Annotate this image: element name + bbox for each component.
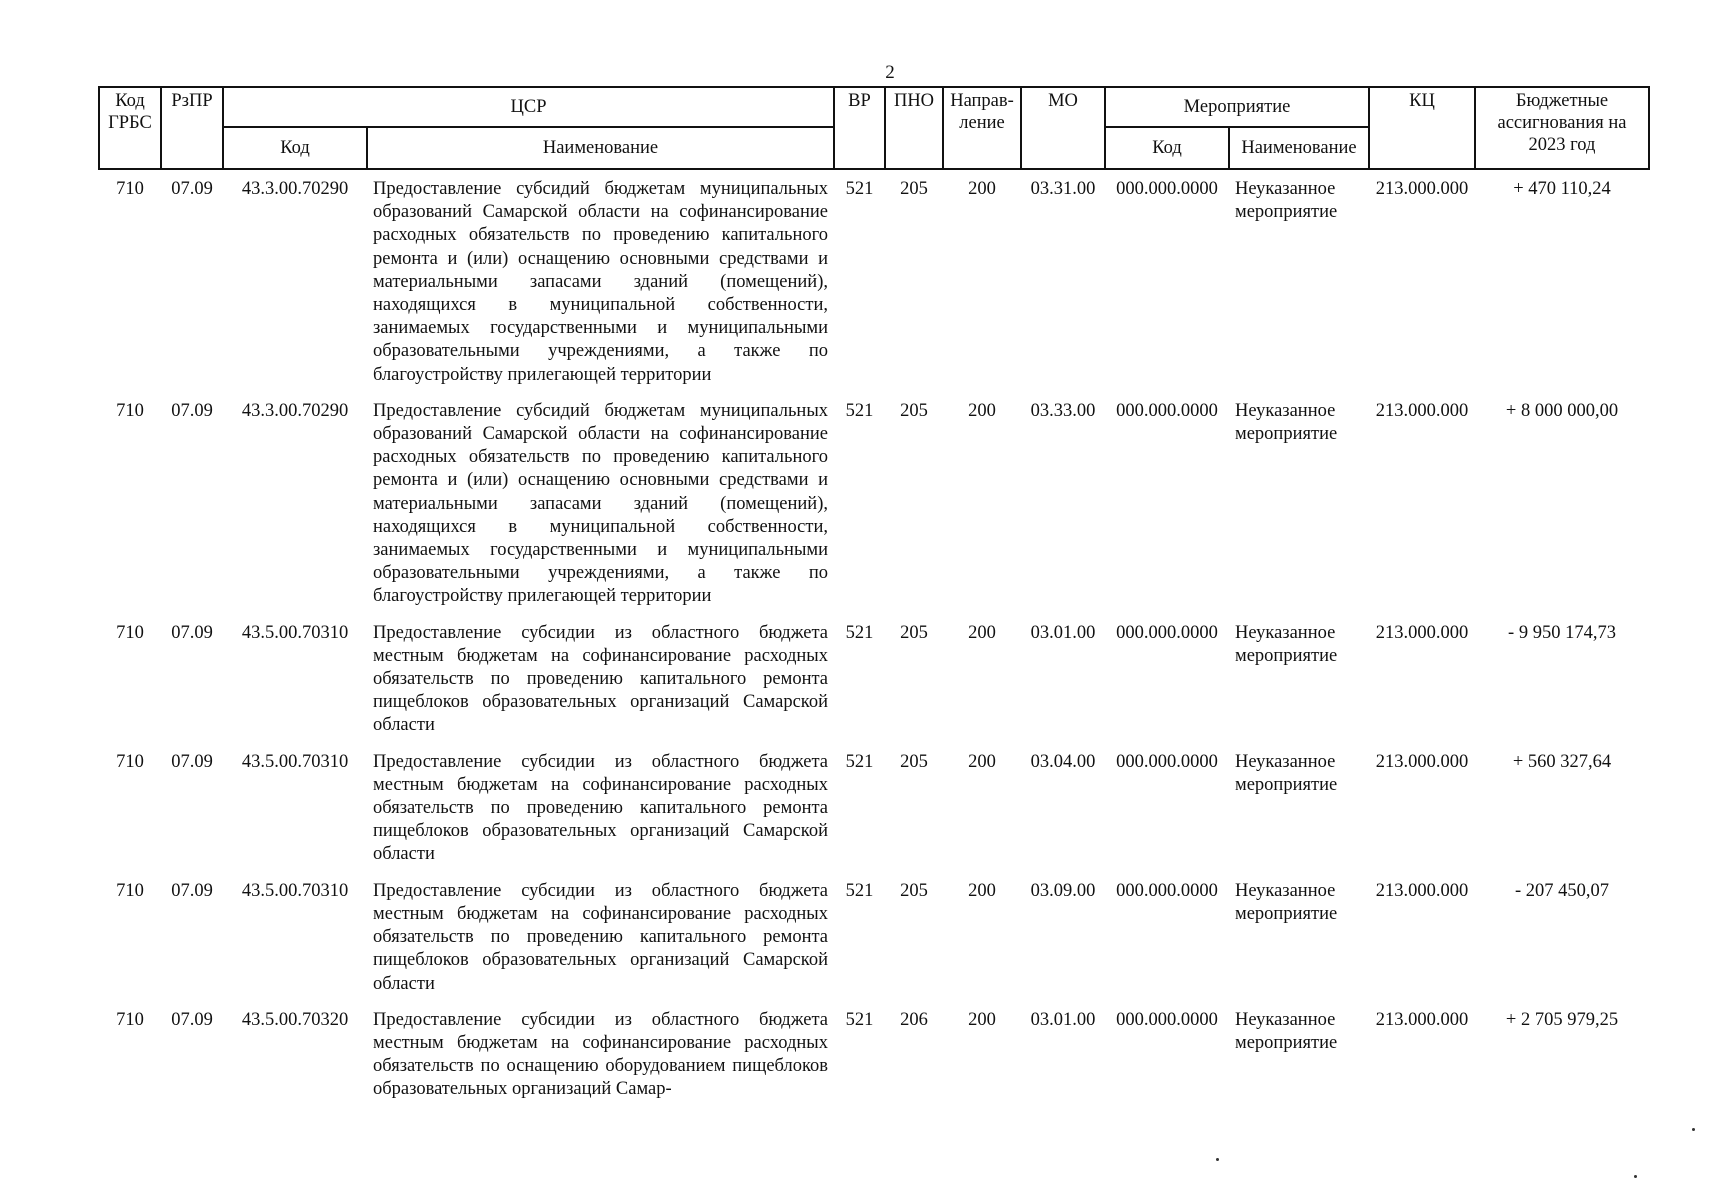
cell-grbs: 710 xyxy=(116,751,144,772)
cell-napr: 200 xyxy=(968,880,996,901)
header-mer-name: Наименование xyxy=(1229,127,1369,169)
cell-name: Предоставление субсидии из областного бюджета местным бюджетам на софинансирование расходных обязательств по проведению капитального ремонта пищеблоков образовательных организаций Самарской области xyxy=(373,622,828,736)
cell-rzpr: 07.09 xyxy=(171,622,213,643)
cell-pno: 205 xyxy=(900,179,928,199)
cell-csr: 43.3.00.70290 xyxy=(241,179,349,199)
cell-kc: 213.000.000 xyxy=(1375,880,1469,901)
cell-mer-kod: 000.000.0000 xyxy=(1116,179,1218,199)
cell-csr: 43.5.00.70310 xyxy=(241,751,349,772)
cell-mer-kod: 000.000.0000 xyxy=(1116,880,1218,901)
cell-mo: 03.04.00 xyxy=(1030,751,1096,772)
cell-grbs: 710 xyxy=(116,622,144,643)
cell-amount: + 8 000 000,00 xyxy=(1505,400,1619,421)
header-budget: Бюджетные ассигнования на 2023 год xyxy=(1475,87,1649,169)
cell-csr: 43.5.00.70310 xyxy=(241,622,349,643)
cell-napr: 200 xyxy=(968,400,996,421)
cell-mer-kod: 000.000.0000 xyxy=(1116,751,1218,772)
cell-napr: 200 xyxy=(968,1009,996,1030)
header-kc: КЦ xyxy=(1369,87,1475,169)
cell-rzpr: 07.09 xyxy=(171,751,213,772)
cell-napr: 200 xyxy=(968,622,996,643)
cell-name: Предоставление субсидии из областного бюджета местным бюджетам на софинансирование расходных обязательств по проведению капитального ремонта пищеблоков образовательных организаций Самарской области xyxy=(373,880,828,994)
cell-kc: 213.000.000 xyxy=(1375,400,1469,421)
cell-amount: - 9 950 174,73 xyxy=(1508,622,1616,643)
cell-mer-name: Неуказанное мероприятие xyxy=(1235,400,1338,445)
table-row xyxy=(99,622,1649,751)
cell-grbs: 710 xyxy=(116,1009,144,1030)
cell-vr: 521 xyxy=(845,400,874,421)
cell-kc: 213.000.000 xyxy=(1375,179,1469,199)
cell-kc: 213.000.000 xyxy=(1375,1009,1469,1030)
scan-speck xyxy=(1216,1158,1219,1161)
cell-mer-kod: 000.000.0000 xyxy=(1116,400,1218,421)
cell-mer-name: Неуказанное мероприятие xyxy=(1235,751,1338,795)
cell-amount: + 560 327,64 xyxy=(1512,751,1612,772)
header-rzpr: РзПР xyxy=(161,87,223,169)
cell-vr: 521 xyxy=(845,880,874,901)
cell-pno: 205 xyxy=(900,880,928,901)
header-vr: ВР xyxy=(834,87,885,169)
header-mer-kod: Код xyxy=(1105,127,1229,169)
header-csr-kod: Код xyxy=(223,127,367,169)
table-row xyxy=(99,400,1649,622)
cell-pno: 205 xyxy=(900,622,928,643)
header-kod-grbs: Код ГРБС xyxy=(99,87,161,169)
cell-rzpr: 07.09 xyxy=(171,400,213,421)
scan-speck xyxy=(1692,1128,1695,1131)
table-row xyxy=(99,1009,1649,1115)
cell-vr: 521 xyxy=(845,751,874,772)
cell-vr: 521 xyxy=(845,622,874,643)
cell-name: Предоставление субсидии из областного бюджета местным бюджетам на софинансирование расходных обязательств по проведению капитального ремонта пищеблоков образовательных организаций Самарской области xyxy=(373,751,828,865)
cell-mo: 03.33.00 xyxy=(1030,400,1096,421)
cell-grbs: 710 xyxy=(116,880,144,901)
cell-grbs: 710 xyxy=(116,179,144,199)
cell-vr: 521 xyxy=(845,179,874,199)
cell-kc: 213.000.000 xyxy=(1375,751,1469,772)
cell-mer-name: Неуказанное мероприятие xyxy=(1235,622,1338,666)
cell-pno: 205 xyxy=(900,751,928,772)
cell-mer-name: Неуказанное мероприятие xyxy=(1235,179,1338,223)
cell-mer-name: Неуказанное мероприятие xyxy=(1235,1009,1338,1053)
cell-mo: 03.31.00 xyxy=(1030,179,1096,199)
cell-rzpr: 07.09 xyxy=(171,1009,213,1030)
cell-rzpr: 07.09 xyxy=(171,880,213,901)
cell-mo: 03.01.00 xyxy=(1030,1009,1096,1030)
table-row xyxy=(99,751,1649,880)
header-meropriyatie: Мероприятие xyxy=(1105,87,1369,127)
cell-mer-kod: 000.000.0000 xyxy=(1116,622,1218,643)
header-pno: ПНО xyxy=(885,87,943,169)
cell-napr: 200 xyxy=(968,751,996,772)
page-number: 2 xyxy=(885,62,895,83)
cell-csr: 43.5.00.70320 xyxy=(241,1009,349,1030)
cell-amount: - 207 450,07 xyxy=(1514,880,1610,901)
cell-pno: 206 xyxy=(900,1009,928,1030)
cell-csr: 43.3.00.70290 xyxy=(241,400,349,421)
cell-rzpr: 07.09 xyxy=(171,179,213,199)
cell-amount: + 470 110,24 xyxy=(1513,179,1611,199)
header-napravlenie: Направ-ление xyxy=(943,87,1021,169)
cell-mo: 03.09.00 xyxy=(1030,880,1096,901)
cell-mo: 03.01.00 xyxy=(1030,622,1096,643)
table-row xyxy=(99,169,1649,400)
cell-name: Предоставление субсидии из областного бюджета местным бюджетам на софинансирование расходных обязательств по оснащению оборудованием пищеблоков образовательных организаций Самар- xyxy=(373,1009,828,1100)
scan-speck xyxy=(1634,1175,1637,1178)
table-row xyxy=(99,880,1649,1009)
cell-napr: 200 xyxy=(968,179,996,199)
cell-name: Предоставление субсидий бюджетам муниципальных образований Самарской области на софинансирование расходных обязательств по проведению капитального ремонта и (или) оснащению основными средствами и материальными запасами зданий (помещений), находящихся в муниципальной собственности, занимаемых государственными и муниципальными образовательными учреждениями, а также по благоустройству прилегающей территории xyxy=(373,179,828,385)
cell-grbs: 710 xyxy=(116,400,144,421)
cell-pno: 205 xyxy=(900,400,928,421)
header-csr: ЦСР xyxy=(223,87,834,127)
header-csr-name: Наименование xyxy=(367,127,834,169)
budget-table xyxy=(98,86,1650,1115)
cell-mer-kod: 000.000.0000 xyxy=(1116,1009,1218,1030)
cell-csr: 43.5.00.70310 xyxy=(241,880,349,901)
cell-name: Предоставление субсидий бюджетам муниципальных образований Самарской области на софинансирование расходных обязательств по проведению капитального ремонта и (или) оснащению основными средствами и материальными запасами зданий (помещений), находящихся в муниципальной собственности, занимаемых государственными и муниципальными образовательными учреждениями, а также по благоустройству прилегающей территории xyxy=(373,400,828,607)
cell-mer-name: Неуказанное мероприятие xyxy=(1235,880,1338,924)
cell-kc: 213.000.000 xyxy=(1375,622,1469,643)
cell-vr: 521 xyxy=(845,1009,874,1030)
cell-amount: + 2 705 979,25 xyxy=(1505,1009,1619,1030)
header-mo: МО xyxy=(1021,87,1105,169)
